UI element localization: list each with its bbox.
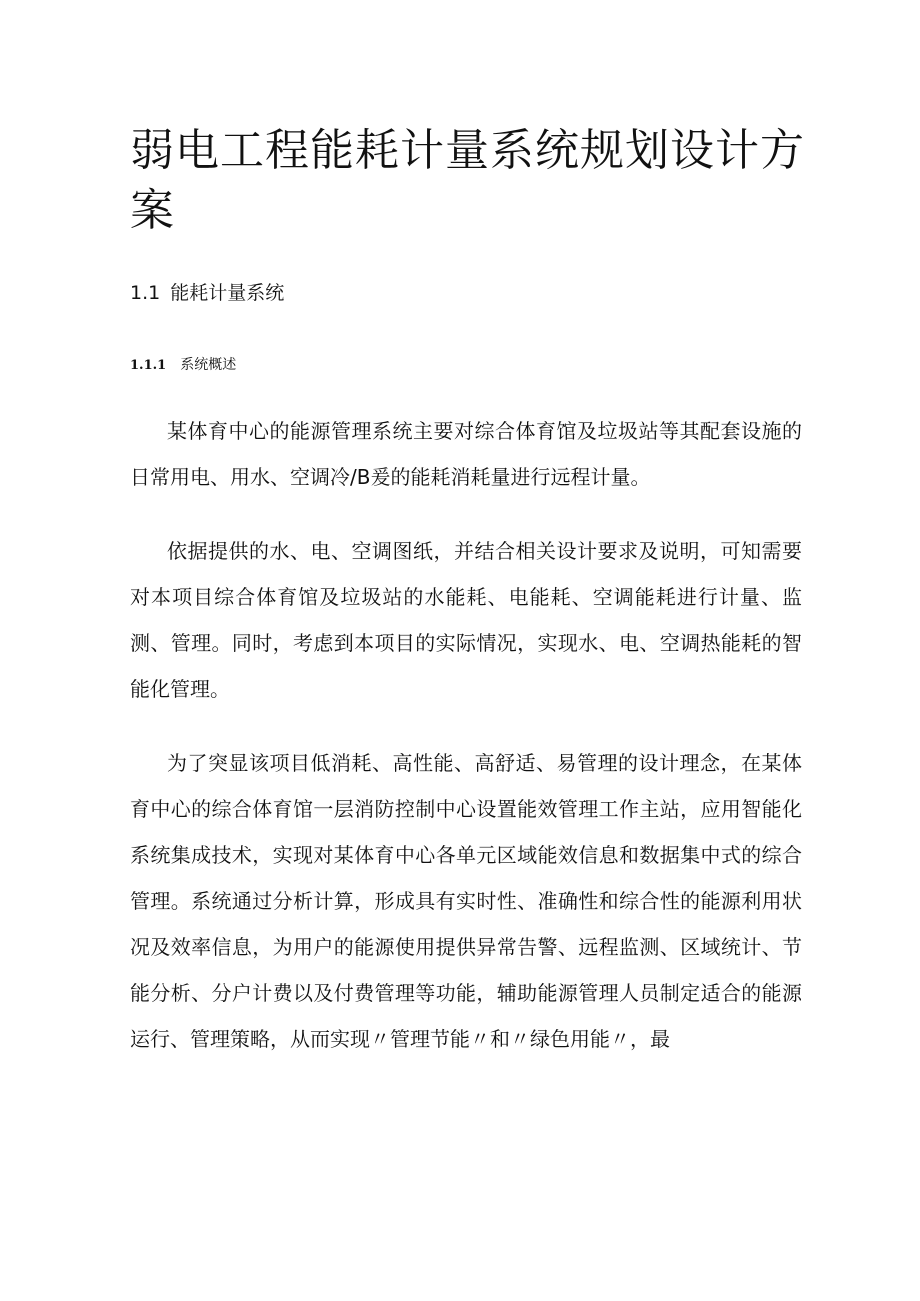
subsection-heading [130, 354, 236, 377]
body-paragraph: 为了突显该项目低消耗、高性能、高舒适、易管理的设计理念，在某体育中心的综合体育馆一层消防控制中心设置能效管理工作主站，应用智能化系统集成技术，实现对某体育中心各单元区域能效信息和数据集中式的综合管理。系统通过分析计算，形成具有实时性、准确性和综合性的能源利用状况及效率信息，为用户的能源使用提供异常告警、远程监测、区域统计、节能分析、分户计费以及付费管理等功能，辅助能源管理人员制定适合的能源运行、管理策略，从而实现〃管理节能〃和〃绿色用能〃，最 [130, 751, 802, 1051]
subsection-number: 1.1.1 [130, 358, 167, 373]
section-title: 能耗计量系统 [170, 282, 285, 304]
section-number: 1.1 [130, 282, 161, 304]
document-title: 弱电工程能耗计量系统规划设计方案 [130, 125, 805, 236]
body-paragraph: 依据提供的水、电、空调图纸，并结合相关设计要求及说明，可知需要对本项目综合体育馆及垃圾站的水能耗、电能耗、空调能耗进行计量、监测、管理。同时，考虑到本项目的实际情况，实现水、电、空调热能耗的智能化管理。 [130, 539, 802, 701]
section-heading [130, 279, 284, 307]
body-paragraph: 某体育中心的能源管理系统主要对综合体育馆及垃圾站等其配套设施的日常用电、用水、空调冷/B爰的能耗消耗量进行远程计量。 [130, 419, 802, 489]
subsection-title: 系统概述 [180, 357, 237, 373]
